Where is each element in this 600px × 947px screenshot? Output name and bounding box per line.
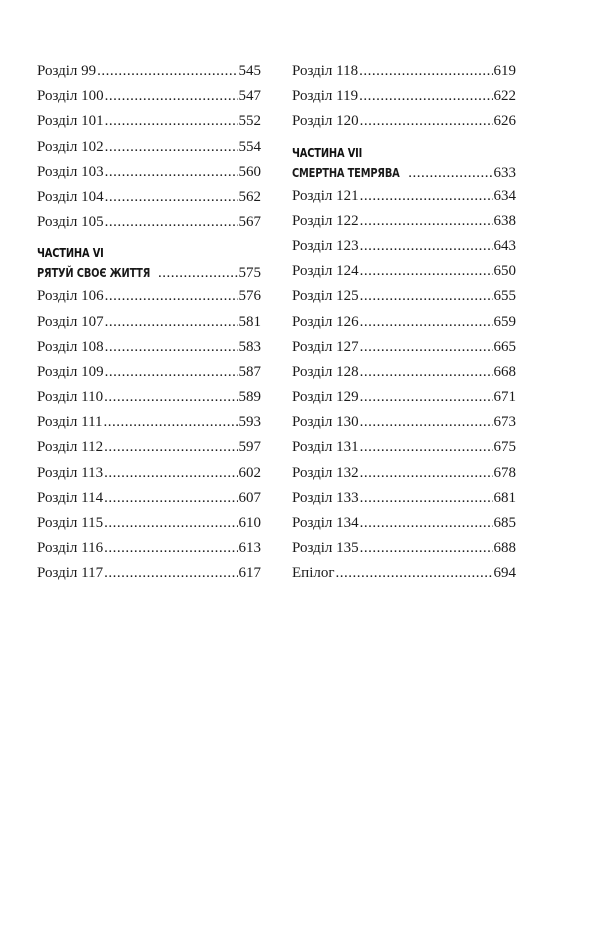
page-number: 610: [238, 515, 261, 531]
dot-leader: [360, 184, 493, 209]
dot-leader: [359, 84, 492, 109]
dot-leader: [360, 435, 493, 460]
page-number: 650: [493, 263, 516, 280]
chapter-label: Розділ 106: [37, 288, 104, 305]
dot-leader: [104, 486, 237, 511]
chapter-label: Розділ 121: [292, 187, 359, 204]
page-number: 688: [493, 540, 516, 557]
chapter-label: Розділ 103: [37, 163, 104, 180]
part-title: СМЕРТНА ТЕМРЯВА: [292, 165, 400, 180]
toc-entry[interactable]: [292, 561, 516, 586]
dot-leader: [105, 185, 238, 210]
page-number: 665: [493, 338, 516, 355]
chapter-label: Епілог: [292, 565, 335, 582]
page-number: 626: [493, 113, 516, 130]
dot-leader: [97, 59, 237, 84]
dot-leader: [104, 511, 237, 536]
chapter-label: Розділ 129: [292, 389, 359, 406]
dot-leader: [104, 461, 237, 486]
toc-entry[interactable]: [37, 385, 261, 410]
dot-leader: [360, 234, 493, 259]
part-heading: ЧАСТИНА VI: [37, 246, 104, 261]
dot-leader: [360, 410, 493, 435]
toc-entry[interactable]: [292, 410, 516, 435]
toc-entry[interactable]: [292, 335, 516, 360]
page-number: 554: [238, 138, 261, 155]
toc-entry[interactable]: [37, 360, 261, 385]
page-number: 638: [493, 212, 516, 229]
chapter-label: Розділ 102: [37, 138, 104, 155]
dot-leader: [336, 561, 493, 586]
toc-entry[interactable]: [292, 385, 516, 410]
dot-leader: [360, 310, 493, 335]
page-number: 622: [493, 88, 516, 105]
chapter-label: Розділ 100: [37, 88, 104, 105]
dot-leader: [408, 162, 492, 184]
page-number: 581: [238, 313, 261, 330]
toc-entry[interactable]: [292, 511, 516, 536]
dot-leader: [104, 385, 237, 410]
dot-leader: [105, 284, 238, 309]
dot-leader: [104, 410, 238, 435]
dot-leader: [360, 461, 493, 486]
chapter-label: Розділ 123: [292, 237, 359, 254]
toc-entry[interactable]: [37, 59, 261, 84]
chapter-label: Розділ 124: [292, 263, 359, 280]
toc-part-right: [292, 144, 516, 184]
page-number: 694: [493, 565, 516, 582]
chapter-label: Розділ 132: [292, 464, 359, 481]
toc-list-right-bottom: [292, 184, 516, 587]
dot-leader: [360, 335, 493, 360]
chapter-label: Розділ 125: [292, 288, 359, 305]
dot-leader: [360, 486, 493, 511]
chapter-label: Розділ 134: [292, 515, 359, 531]
part-title: РЯТУЙ СВОЄ ЖИТТЯ: [37, 266, 151, 281]
chapter-label: Розділ 118: [292, 63, 359, 79]
chapter-label: Розділ 112: [37, 439, 104, 456]
page-number: 617: [238, 565, 261, 582]
dot-leader: [104, 536, 237, 561]
dot-leader: [105, 160, 238, 185]
page-number: 685: [493, 515, 516, 531]
dot-leader: [360, 209, 493, 234]
page-number: 673: [493, 414, 516, 431]
chapter-label: Розділ 120: [292, 113, 359, 130]
dot-leader: [105, 135, 238, 160]
page-number: 562: [238, 188, 261, 205]
chapter-label: Розділ 116: [37, 540, 104, 557]
page-number: 613: [238, 540, 261, 557]
chapter-label: Розділ 108: [37, 338, 104, 355]
toc-entry[interactable]: [37, 310, 261, 335]
toc-entry-part-title[interactable]: [37, 262, 261, 284]
page-number: 547: [238, 88, 261, 105]
chapter-label: Розділ 113: [37, 464, 104, 481]
page-number: 567: [238, 214, 261, 231]
toc-entry[interactable]: [37, 410, 261, 435]
toc-entry[interactable]: [292, 209, 516, 234]
chapter-label: Розділ 99: [37, 63, 97, 79]
chapter-label: Розділ 110: [37, 389, 104, 406]
chapter-label: Розділ 114: [37, 489, 104, 506]
dot-leader: [104, 561, 237, 586]
page-number: 575: [238, 265, 261, 282]
toc-entry[interactable]: [37, 109, 261, 134]
chapter-label: Розділ 117: [37, 565, 104, 582]
toc-entry[interactable]: [292, 435, 516, 460]
toc-entry[interactable]: [292, 486, 516, 511]
part-heading: ЧАСТИНА VII: [292, 145, 363, 160]
toc-entry[interactable]: [292, 109, 516, 134]
dot-leader: [105, 84, 238, 109]
dot-leader: [360, 284, 493, 309]
toc-entry[interactable]: [37, 284, 261, 309]
toc-entry[interactable]: [292, 536, 516, 561]
toc-entry[interactable]: [37, 210, 261, 235]
page-number: 589: [238, 389, 261, 406]
chapter-label: Розділ 135: [292, 540, 359, 557]
chapter-label: Розділ 104: [37, 188, 104, 205]
chapter-label: Розділ 111: [37, 414, 103, 431]
chapter-label: Розділ 126: [292, 313, 359, 330]
chapter-label: Розділ 115: [37, 515, 104, 531]
page-number: 633: [493, 164, 516, 181]
toc-list-left-bottom: [37, 284, 261, 586]
page-number: 560: [238, 163, 261, 180]
page-number: 634: [493, 187, 516, 204]
chapter-label: Розділ 130: [292, 414, 359, 431]
page-number: 593: [238, 414, 261, 431]
chapter-label: Розділ 133: [292, 489, 359, 506]
chapter-label: Розділ 109: [37, 363, 104, 380]
page-number: 587: [238, 363, 261, 380]
toc-column-left: [37, 59, 261, 587]
toc-entry[interactable]: [292, 259, 516, 284]
toc-entry[interactable]: [37, 435, 261, 460]
page-number: 675: [493, 439, 516, 456]
dot-leader: [105, 210, 238, 235]
toc-entry[interactable]: [292, 59, 516, 84]
toc-entry[interactable]: [292, 184, 516, 209]
dot-leader: [105, 335, 238, 360]
dot-leader: [360, 259, 493, 284]
chapter-label: Розділ 101: [37, 113, 104, 130]
chapter-label: Розділ 107: [37, 313, 104, 330]
toc-entry[interactable]: [37, 185, 261, 210]
toc-entry[interactable]: [37, 561, 261, 586]
toc-entry[interactable]: [292, 234, 516, 259]
toc-entry[interactable]: [292, 360, 516, 385]
toc-list-left-top: [37, 59, 261, 235]
dot-leader: [360, 360, 493, 385]
page-number: 597: [238, 439, 261, 456]
toc-entry[interactable]: [292, 461, 516, 486]
dot-leader: [158, 262, 238, 284]
dot-leader: [360, 536, 493, 561]
page-number: 583: [238, 338, 261, 355]
page-number: 671: [493, 389, 516, 406]
chapter-label: Розділ 131: [292, 439, 359, 456]
dot-leader: [360, 385, 493, 410]
page-number: 668: [493, 363, 516, 380]
toc-list-right-top: [292, 59, 516, 135]
page-number: 576: [238, 288, 261, 305]
page-number: 655: [493, 288, 516, 305]
toc-entry[interactable]: [292, 310, 516, 335]
chapter-label: Розділ 127: [292, 338, 359, 355]
toc-entry[interactable]: [37, 84, 261, 109]
dot-leader: [104, 435, 237, 460]
page-number: 643: [493, 237, 516, 254]
toc-entry[interactable]: [37, 135, 261, 160]
toc-entry-part-title[interactable]: [292, 162, 516, 184]
page-number: 552: [238, 113, 261, 130]
page-number: 602: [238, 464, 261, 481]
page-number: 659: [493, 313, 516, 330]
toc-entry[interactable]: [37, 461, 261, 486]
page-number: 607: [238, 489, 261, 506]
toc-entry[interactable]: [37, 486, 261, 511]
page-number: 545: [238, 63, 261, 79]
toc-part-left: [37, 244, 261, 284]
toc-column-right: [292, 59, 516, 587]
toc-entry[interactable]: [37, 335, 261, 360]
dot-leader: [105, 310, 238, 335]
dot-leader: [359, 59, 492, 84]
chapter-label: Розділ 105: [37, 214, 104, 231]
toc-entry[interactable]: [37, 511, 261, 536]
toc-entry[interactable]: [37, 536, 261, 561]
page-number: 619: [493, 63, 516, 79]
toc-entry[interactable]: [37, 160, 261, 185]
chapter-label: Розділ 119: [292, 88, 359, 105]
page-number: 678: [493, 464, 516, 481]
page-number: 681: [493, 489, 516, 506]
chapter-label: Розділ 122: [292, 212, 359, 229]
chapter-label: Розділ 128: [292, 363, 359, 380]
dot-leader: [105, 360, 238, 385]
dot-leader: [360, 511, 493, 536]
dot-leader: [360, 109, 493, 134]
toc-entry[interactable]: [292, 284, 516, 309]
toc-entry[interactable]: [292, 84, 516, 109]
dot-leader: [105, 109, 238, 134]
